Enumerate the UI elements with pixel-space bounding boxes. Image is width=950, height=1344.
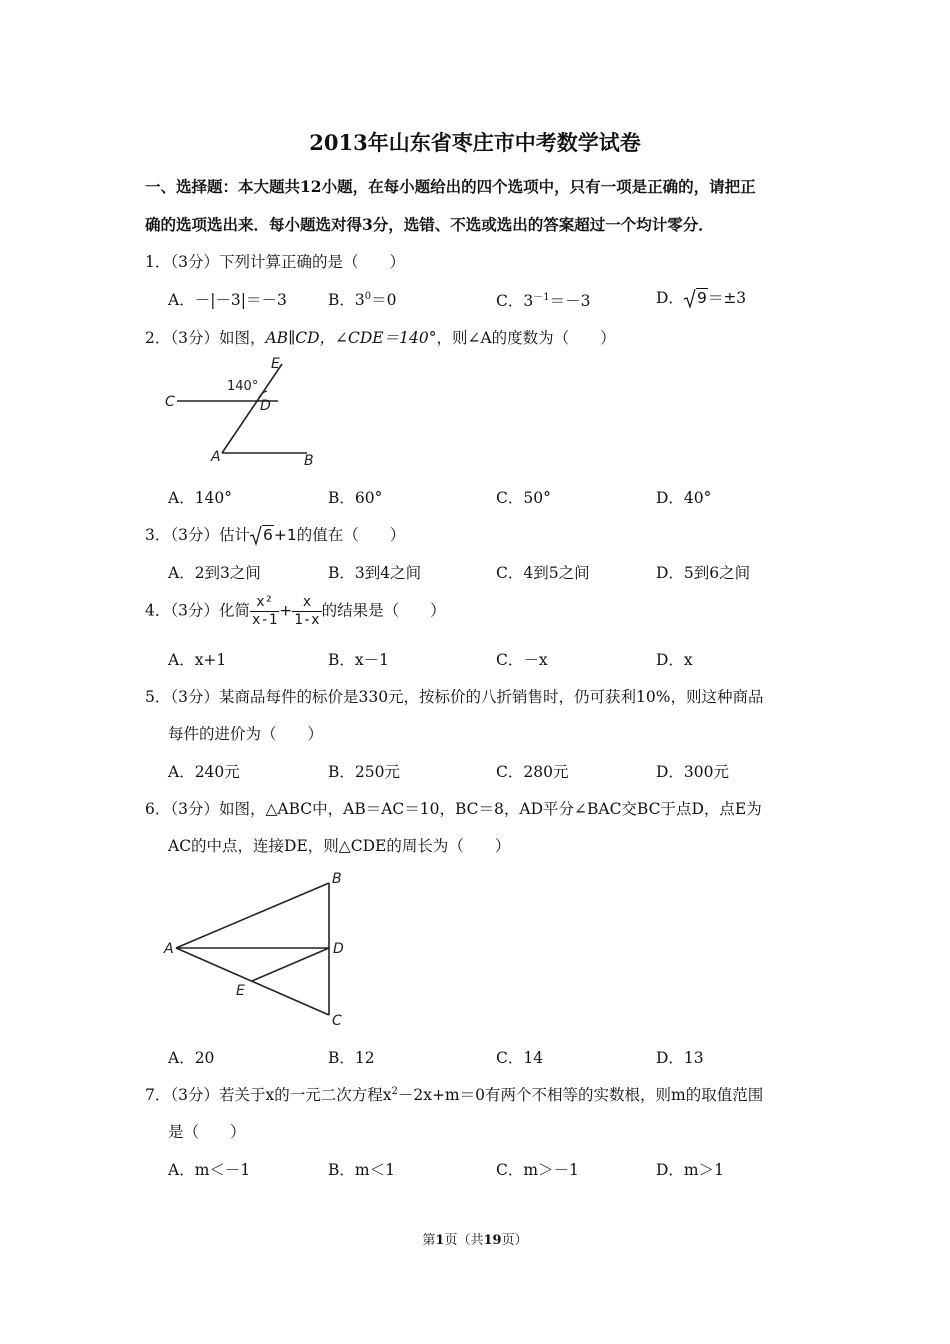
q5-option-b: B．250元 [328, 763, 400, 781]
point-d: D [260, 398, 271, 414]
q1-stem: 1．（3分）下列计算正确的是（ ） [145, 253, 405, 271]
q2-figure [160, 355, 360, 475]
q1-option-a: A．－|－3|＝－3 [168, 291, 287, 309]
q5-stem-line1: 5．（3分）某商品每件的标价是330元，按标价的八折销售时，仍可获利10%，则这种商品 [145, 688, 764, 706]
q7-stem-line2: 是（ ） [168, 1123, 246, 1141]
q1-option-d: D． 9＝±3 [656, 289, 747, 307]
point-a: A [211, 449, 221, 465]
q7-option-b: B．m＜1 [328, 1161, 395, 1179]
point-a: A [164, 941, 174, 957]
sqrt-symbol: 9 [684, 289, 708, 307]
q3-stem: 3．（3分）估计 6+1的值在（ ） [145, 526, 406, 544]
q5-option-d: D．300元 [656, 763, 730, 781]
q7-option-c: C．m＞－1 [496, 1161, 579, 1179]
q7-option-a: A．m＜－1 [168, 1161, 251, 1179]
q5-option-c: C．280元 [496, 763, 569, 781]
q1-option-c: C．$3^{-1}=-3$ [496, 292, 591, 311]
q6-option-a: A．20 [168, 1049, 215, 1067]
q4-stem: 4．（3分）化简 $\frac{\text{x²}}{x-1}$ + $\frac{x}{1-x}$ 的结果是（ ） [145, 594, 446, 628]
q4-option-c: C．－x [496, 651, 548, 669]
q4-option-b: B．x－1 [328, 651, 389, 669]
point-c: C [332, 1013, 342, 1029]
segment-de [252, 948, 329, 981]
point-e: E [271, 356, 280, 372]
q7-option-d: D．m＞1 [656, 1161, 724, 1179]
q3-option-b: B．3到4之间 [328, 564, 422, 582]
q6-figure [160, 870, 360, 1030]
point-b: B [332, 871, 342, 887]
segment-ab [176, 883, 329, 948]
q2-option-b: B．60° [328, 489, 383, 507]
q6-option-d: D．13 [656, 1049, 704, 1067]
page-title: 2013年山东省枣庄市中考数学试卷 [309, 130, 641, 155]
page-footer: 第1页（共19页） [422, 1233, 528, 1248]
q3-option-c: C．4到5之间 [496, 564, 590, 582]
point-b: B [304, 453, 314, 469]
fraction-1: $\frac{\text{x²}}{x-1}$ [251, 594, 278, 628]
q6-stem-line1: 6．（3分）如图，△ABC中，AB＝AC＝10，BC＝8，AD平分∠BAC交BC于点D，点E为 [145, 800, 762, 818]
point-e: E [236, 983, 245, 999]
point-d: D [333, 941, 344, 957]
q2-option-c: C．50° [496, 489, 551, 507]
line-ae [222, 364, 282, 453]
q2-option-a: A．140° [168, 489, 233, 507]
q5-option-a: A．240元 [168, 763, 240, 781]
q4-option-a: A．x+1 [168, 651, 227, 669]
point-c: C [165, 394, 175, 410]
q3-option-d: D．5到6之间 [656, 564, 751, 582]
q2-stem: 2．（3分）如图，AB∥CD，∠CDE＝140°，则∠A的度数为（ ） [145, 329, 616, 347]
q3-option-a: A．2到3之间 [168, 564, 261, 582]
q5-stem-line2: 每件的进价为（ ） [168, 725, 324, 743]
q6-stem-line2: AC的中点，连接DE，则△CDE的周长为（ ） [168, 837, 511, 855]
q6-option-b: B．12 [328, 1049, 375, 1067]
q2-option-d: D．40° [656, 489, 712, 507]
section-heading-line2: 确的选项选出来．每小题选对得3分，选错、不选或选出的答案超过一个均计零分． [145, 215, 714, 234]
section-heading-line1: 一、选择题：本大题共12小题，在每小题给出的四个选项中，只有一项是正确的，请把正 [145, 177, 756, 196]
q6-option-c: C．14 [496, 1049, 544, 1067]
q4-option-d: D．x [656, 651, 693, 669]
sqrt-symbol: 6 [250, 526, 274, 544]
fraction-2: $\frac{x}{1-x}$ [294, 594, 320, 628]
q7-stem-line1: 7．（3分）若关于x的一元二次方程$x^2-2x+m=0$有两个不相等的实数根，则m的取值范围 [145, 1085, 764, 1104]
q1-option-b: B．$3^0=0$ [328, 290, 397, 309]
angle-label: 140° [227, 379, 259, 394]
